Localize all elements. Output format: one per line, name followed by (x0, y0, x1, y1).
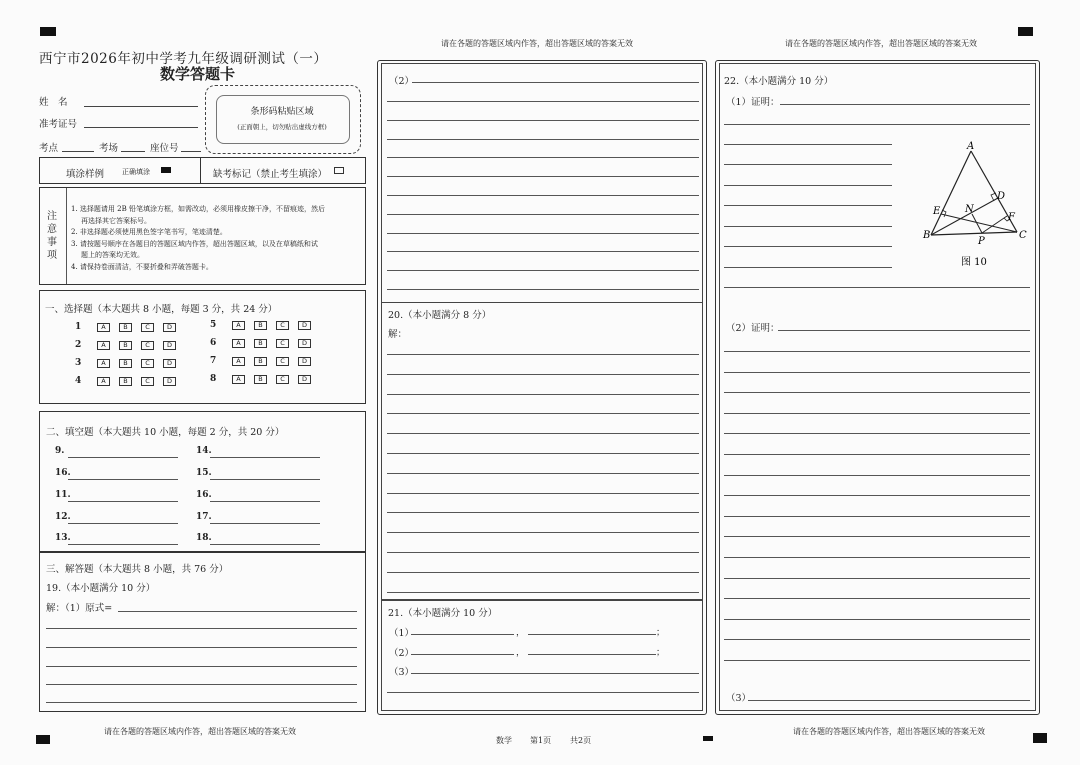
fill-answer-line[interactable] (210, 544, 320, 545)
option-c-bubble[interactable]: C (276, 375, 289, 384)
question-number: 6 (210, 338, 217, 348)
part2-answer-line[interactable] (387, 176, 699, 177)
option-c-bubble[interactable]: C (141, 377, 154, 386)
option-c-bubble[interactable]: C (141, 359, 154, 368)
fill-answer-line[interactable] (210, 501, 320, 502)
question-number: 2 (75, 340, 82, 350)
q20-answer-line[interactable] (387, 532, 699, 533)
q22-p3-line[interactable] (748, 700, 1030, 701)
q22-p2-first-line[interactable] (778, 330, 1030, 331)
q21-p2-line-a[interactable] (411, 654, 514, 655)
fill-answer-line[interactable] (68, 501, 178, 502)
option-d-bubble[interactable]: D (298, 321, 311, 330)
absent-mark-label: 缺考标记（禁止考生填涂） (213, 169, 328, 180)
fill-answer-line[interactable] (210, 523, 320, 524)
option-a-bubble[interactable]: A (97, 323, 110, 332)
option-a-bubble[interactable]: A (232, 321, 245, 330)
subject-label: 数学 (496, 736, 512, 745)
q20-jie: 解： (388, 329, 408, 340)
q20-answer-line[interactable] (387, 552, 699, 553)
q22-p1: （1）证明： (726, 97, 780, 108)
part2-answer-line[interactable] (387, 214, 699, 215)
option-a-bubble[interactable]: A (232, 357, 245, 366)
question-number: 5 (210, 320, 217, 330)
side-BC (931, 232, 1017, 235)
q19-answer-line[interactable] (46, 702, 357, 703)
q22-p2-answer-line[interactable] (724, 557, 1030, 558)
fill-label-right: 15. (196, 468, 212, 478)
q22-p1-answer-line[interactable] (724, 144, 892, 145)
part2-answer-line[interactable] (387, 289, 699, 290)
correct-fill-label: 正确填涂 (122, 168, 150, 176)
q20-answer-line[interactable] (387, 592, 699, 593)
part2-answer-line[interactable] (387, 139, 699, 140)
q21-p2-semicolon: ； (656, 648, 666, 658)
q19-answer-line[interactable] (46, 628, 357, 629)
q21-part3: （3） (389, 667, 415, 678)
q19-answer-line-0[interactable] (118, 611, 357, 612)
q21-p3-line[interactable] (411, 673, 699, 674)
fill-answer-line[interactable] (210, 457, 320, 458)
choice-question-8 (210, 374, 320, 384)
site-field[interactable] (62, 151, 94, 152)
part2-answer-line[interactable] (387, 195, 699, 196)
fill-sample-label: 填涂样例 (66, 169, 105, 180)
registration-mark-top-left (40, 27, 56, 36)
choice-header: 一、选择题（本大题共 8 小题，每题 3 分，共 24 分） (45, 304, 278, 315)
choice-question-3 (75, 358, 185, 368)
option-d-bubble[interactable]: D (298, 375, 311, 384)
q22-p1-answer-line[interactable] (724, 164, 892, 165)
q21-p1-line-a[interactable] (411, 634, 514, 635)
fill-answer-line[interactable] (68, 479, 178, 480)
q20-answer-line[interactable] (387, 453, 699, 454)
point-E: E (933, 206, 941, 217)
q22-p2-answer-line[interactable] (724, 578, 1030, 579)
choice-question-7 (210, 356, 320, 366)
exam-id-field[interactable] (84, 127, 198, 128)
q21-p1-line-b[interactable] (528, 634, 656, 635)
figure-10 (920, 140, 1030, 270)
part2-answer-line[interactable] (387, 120, 699, 121)
q22-p2-answer-line[interactable] (724, 372, 1030, 373)
q22-p2-answer-line[interactable] (724, 454, 1030, 455)
q20-answer-line[interactable] (387, 354, 699, 355)
fill-label-left: 16. (55, 468, 71, 478)
registration-mark-bottom-middle (703, 736, 713, 741)
q19-answer-line[interactable] (46, 666, 357, 667)
barcode-note: (正面朝上，切勿贴出虚线方框) (237, 123, 327, 131)
registration-mark-bottom-left (36, 735, 50, 744)
part2-answer-line[interactable] (387, 270, 699, 271)
option-a-bubble[interactable]: A (232, 339, 245, 348)
part2-label: （2） (389, 76, 415, 87)
q19-answer-line[interactable] (46, 647, 357, 648)
top-warning-right: 请在各题的答题区域内作答，超出答题区域的答案无效 (785, 39, 977, 48)
question-number: 1 (75, 322, 82, 332)
q22-p1-answer-line[interactable] (724, 185, 892, 186)
question-number: 3 (75, 358, 82, 368)
q22-p2-answer-line[interactable] (724, 619, 1030, 620)
notice-label: 注 意 事 项 (47, 211, 57, 261)
q21-part1: （1） (389, 628, 415, 639)
point-D: D (997, 191, 1006, 202)
q22-p2-answer-line[interactable] (724, 413, 1030, 414)
point-N: N (965, 204, 974, 215)
choice-question-6 (210, 338, 320, 348)
fill-header: 二、填空题（本大题共 10 小题，每题 2 分，共 20 分） (46, 427, 285, 438)
q22-p2-answer-line[interactable] (724, 660, 1030, 661)
q20-answer-line[interactable] (387, 413, 699, 414)
option-d-bubble[interactable]: D (298, 339, 311, 348)
fill-answer-line[interactable] (68, 457, 178, 458)
q19-answer-line[interactable] (46, 684, 357, 685)
fill-label-right: 17. (196, 512, 212, 522)
point-C: C (1019, 230, 1027, 241)
q22-p2-answer-line[interactable] (724, 433, 1030, 434)
q19-title: 19.（本小题满分 10 分） (46, 583, 156, 594)
room-field[interactable] (121, 151, 145, 152)
fill-label-left: 12. (55, 512, 71, 522)
option-c-bubble[interactable]: C (276, 321, 289, 330)
q22-p2-answer-line[interactable] (724, 536, 1030, 537)
option-c-bubble[interactable]: C (141, 323, 154, 332)
option-d-bubble[interactable]: D (163, 377, 176, 386)
q22-p1-answer-line[interactable] (724, 205, 892, 206)
question-number: 8 (210, 374, 217, 384)
card-title: 数学答题卡 (160, 65, 236, 83)
option-b-bubble[interactable]: B (254, 357, 267, 366)
q22-p3: （3） (726, 693, 752, 704)
point-B: B (923, 230, 931, 241)
point-A: A (967, 141, 975, 152)
q22-title: 22.（本小题满分 10 分） (724, 76, 834, 87)
q22-p2-answer-line[interactable] (724, 392, 1030, 393)
option-a-bubble[interactable]: A (97, 377, 110, 386)
q20-title: 20.（本小题满分 8 分） (388, 310, 492, 321)
q22-p2-answer-line[interactable] (724, 516, 1030, 517)
option-b-bubble[interactable]: B (254, 375, 267, 384)
q21-title: 21.（本小题满分 10 分） (388, 608, 498, 619)
seat-field[interactable] (181, 151, 201, 152)
total-pages-label: 共2页 (570, 736, 592, 745)
solve-section (39, 552, 366, 712)
q22-p2-answer-line[interactable] (724, 639, 1030, 640)
choice-question-2 (75, 340, 185, 350)
registration-mark-top-right (1018, 27, 1033, 36)
fill-label-right: 14. (196, 446, 212, 456)
exam-title: 西宁市2026年初中学考九年级调研测试（一） (39, 51, 328, 67)
fill-answer-line[interactable] (210, 479, 320, 480)
q19-part1: 解：（1）原式= (46, 603, 113, 614)
option-a-bubble[interactable]: A (232, 375, 245, 384)
q20-answer-line[interactable] (387, 493, 699, 494)
top-warning-middle: 请在各题的答题区域内作答，超出答题区域的答案无效 (441, 39, 633, 48)
q21-part2: （2） (389, 648, 415, 659)
room-label: 考场 (99, 143, 119, 154)
choice-question-4 (75, 376, 185, 386)
q22-p1-answer-line[interactable] (724, 226, 892, 227)
q22-p1-answer-line[interactable] (724, 287, 1030, 288)
fill-label-right: 16. (196, 490, 212, 500)
q22-p1-answer-line[interactable] (724, 267, 892, 268)
q22-p1-answer-line[interactable] (724, 246, 892, 247)
q22-p2-answer-line[interactable] (724, 475, 1030, 476)
option-b-bubble[interactable]: B (119, 359, 132, 368)
option-a-bubble[interactable]: A (97, 341, 110, 350)
q20-answer-line[interactable] (387, 433, 699, 434)
notice-items: 1. 选择题请用 2B 铅笔填涂方框，如需改动，必须用橡皮擦干净，不留痕迹，然后 再选择其它答案标号。 2. 非选择题必须使用黑色签字笔书写，笔迹清楚。 3. 请按题号顺序在各题目的答题区域内作答，超出答题区域，以及在草稿纸和试 题上的答案均无效。 4. 请保持卷面清洁，不要折叠和弄破答题卡。 (71, 205, 325, 271)
q22-p2-answer-line[interactable] (724, 495, 1030, 496)
figure-caption: 图 10 (961, 257, 987, 268)
option-c-bubble[interactable]: C (276, 357, 289, 366)
option-c-bubble[interactable]: C (276, 339, 289, 348)
q21-p1-comma: ， (516, 628, 526, 638)
part2-answer-line[interactable] (387, 233, 699, 234)
option-a-bubble[interactable]: A (97, 359, 110, 368)
point-P: P (978, 236, 985, 247)
q22-p1-answer-line[interactable] (724, 124, 1030, 125)
fill-answer-line[interactable] (68, 544, 178, 545)
fill-answer-line[interactable] (68, 523, 178, 524)
fill-label-left: 11. (55, 490, 71, 500)
q22-p2-answer-line[interactable] (724, 351, 1030, 352)
option-b-bubble[interactable]: B (254, 321, 267, 330)
site-label: 考点 (39, 143, 59, 154)
page-label: 第1页 (530, 736, 552, 745)
fill-label-left: 9. (55, 446, 65, 456)
part2-answer-line[interactable] (387, 251, 699, 252)
name-field[interactable] (84, 106, 198, 107)
q21-p2-comma: ， (516, 648, 526, 658)
q21-p2-line-b[interactable] (528, 654, 656, 655)
part2-first-line[interactable] (412, 82, 699, 83)
part2-answer-line[interactable] (387, 101, 699, 102)
registration-mark-bottom-right (1033, 733, 1047, 743)
barcode-title: 条形码粘贴区域 (250, 107, 314, 117)
q21-p1-semicolon: ； (656, 628, 666, 638)
fill-label-right: 18. (196, 533, 212, 543)
question-number: 7 (210, 356, 217, 366)
option-b-bubble[interactable]: B (119, 341, 132, 350)
option-c-bubble[interactable]: C (141, 341, 154, 350)
option-b-bubble[interactable]: B (119, 377, 132, 386)
q22-p1-first-line[interactable] (780, 104, 1030, 105)
option-d-bubble[interactable]: D (298, 357, 311, 366)
choice-question-1 (75, 322, 185, 332)
q20-answer-line[interactable] (387, 374, 699, 375)
q20-answer-line[interactable] (387, 394, 699, 395)
exam-id-label: 准考证号 (39, 119, 78, 130)
option-d-bubble[interactable]: D (163, 341, 176, 350)
point-F: F (1008, 212, 1015, 223)
option-b-bubble[interactable]: B (119, 323, 132, 332)
part2-answer-line[interactable] (387, 157, 699, 158)
side-AB (931, 151, 971, 235)
question-number: 4 (75, 376, 82, 386)
solve-header: 三、解答题（本大题共 8 小题，共 76 分） (46, 564, 229, 575)
correct-fill-sample (161, 167, 171, 173)
fill-label-left: 13. (55, 533, 71, 543)
bottom-warning-left: 请在各题的答题区域内作答，超出答题区域的答案无效 (104, 727, 296, 736)
seat-label: 座位号 (150, 143, 179, 154)
q20-answer-line[interactable] (387, 512, 699, 513)
q20-answer-line[interactable] (387, 572, 699, 573)
q21-extra-line[interactable] (387, 692, 699, 693)
option-b-bubble[interactable]: B (254, 339, 267, 348)
q20-answer-line[interactable] (387, 473, 699, 474)
option-d-bubble[interactable]: D (163, 359, 176, 368)
q22-p2-answer-line[interactable] (724, 598, 1030, 599)
bottom-warning-right: 请在各题的答题区域内作答，超出答题区域的答案无效 (793, 727, 985, 736)
choice-question-5 (210, 320, 320, 330)
absent-mark-box[interactable] (334, 167, 344, 174)
barcode-area (205, 85, 361, 154)
option-d-bubble[interactable]: D (163, 323, 176, 332)
q22-p2: （2）证明： (726, 323, 780, 334)
name-label: 姓 名 (39, 97, 68, 108)
